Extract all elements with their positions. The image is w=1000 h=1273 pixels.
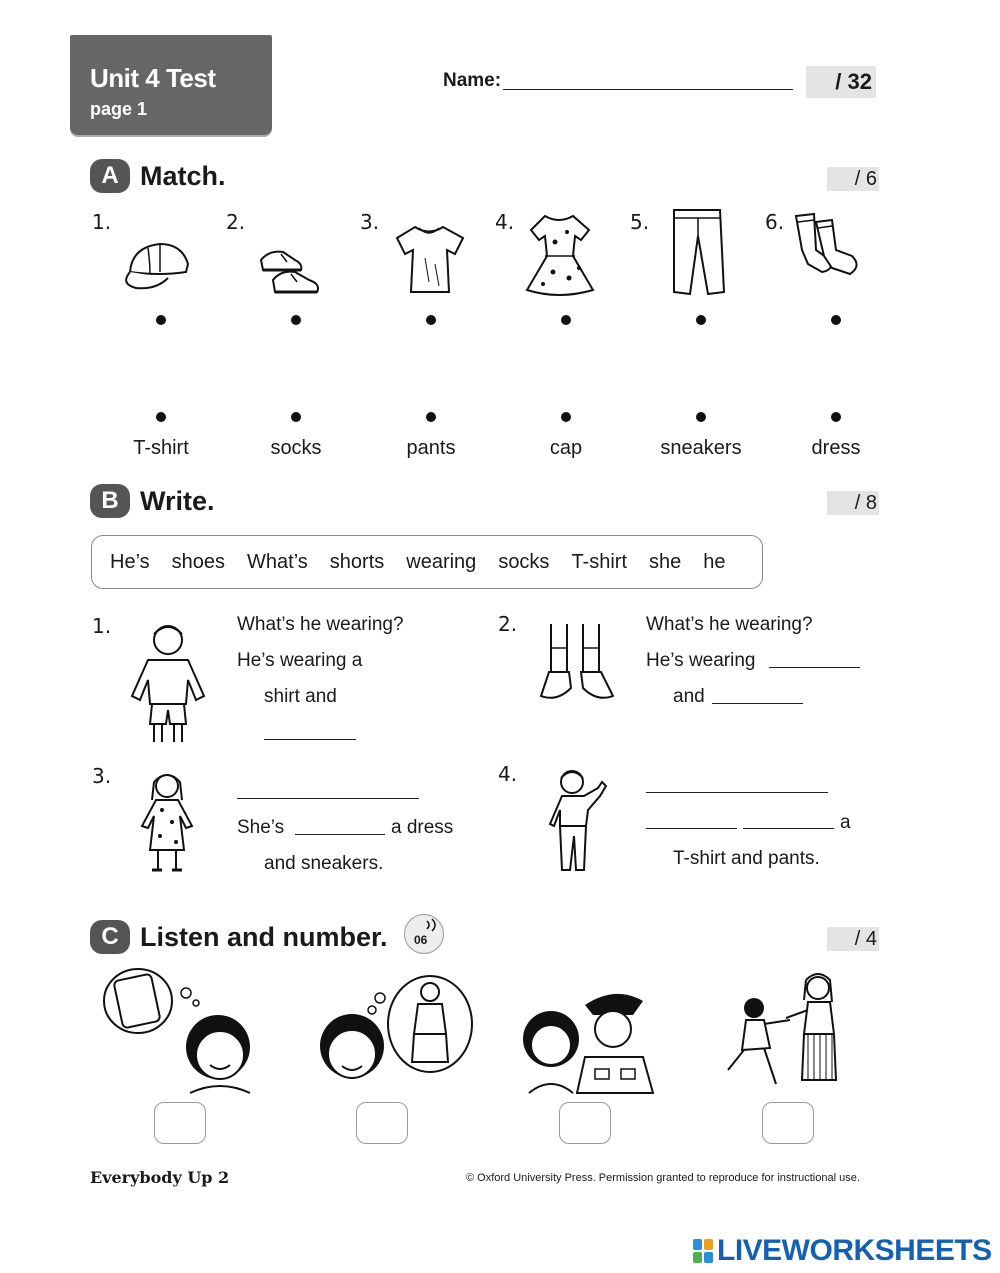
q4-line3: T-shirt and pants. (673, 848, 820, 869)
answer-box[interactable] (559, 1102, 611, 1144)
cap-icon (120, 232, 195, 297)
girl-dress-icon (136, 770, 198, 878)
total-score: / 32 (806, 66, 876, 98)
answer-box[interactable] (154, 1102, 206, 1144)
q1-line3: shirt and (264, 686, 337, 707)
girl-and-police-officer-icon (515, 985, 665, 1095)
unit-header-box (70, 35, 272, 135)
word-bank-item: He’s (110, 550, 150, 573)
q2-blank-2[interactable] (712, 702, 803, 704)
copyright-notice: © Oxford University Press. Permission granted to reproduce for instructional use. (466, 1172, 860, 1184)
answer-box[interactable] (762, 1102, 814, 1144)
q3-blank-1[interactable] (237, 797, 419, 799)
item-number: 1. (92, 210, 112, 234)
match-word: T-shirt (133, 437, 189, 459)
tshirt-icon (395, 222, 465, 297)
section-b-badge: B (90, 484, 130, 518)
socks-shoes-icon (537, 622, 617, 704)
match-dot-top[interactable] (291, 315, 301, 325)
q2-line2: He’s wearing (646, 650, 756, 671)
q1-blank[interactable] (264, 738, 356, 740)
q2-blank-1[interactable] (769, 666, 860, 668)
book-title: Everybody Up 2 (90, 1168, 230, 1187)
q3-line2b: a dress (391, 817, 454, 838)
match-word: cap (549, 437, 583, 459)
section-c-score: / 4 (827, 927, 879, 951)
q2-line1: What’s he wearing? (646, 614, 813, 635)
q3-blank-2[interactable] (295, 833, 385, 835)
item-number: 4. (495, 210, 515, 234)
pants-icon (668, 206, 730, 298)
word-bank-item: wearing (406, 550, 477, 573)
question-number: 2. (498, 612, 518, 636)
boy-shorts-icon (128, 620, 210, 745)
item-number: 3. (360, 210, 380, 234)
word-bank-item: shoes (171, 550, 226, 573)
section-a-score: / 6 (827, 167, 879, 191)
q3-line3: and sneakers. (264, 853, 384, 874)
match-word: socks (270, 437, 322, 459)
q3-line2a: She’s (237, 817, 285, 838)
q4-line2: a (840, 812, 851, 833)
match-dot-top[interactable] (696, 315, 706, 325)
match-dot-top[interactable] (561, 315, 571, 325)
liveworksheets-logo[interactable] (693, 1234, 992, 1268)
match-dot-top[interactable] (831, 315, 841, 325)
boy-tshirt-pants-icon (550, 766, 632, 876)
q4-blank-1[interactable] (646, 791, 828, 793)
match-word: pants (406, 437, 456, 459)
q2-line3: and (673, 686, 705, 707)
liveworksheets-icon (693, 1239, 713, 1263)
unit-subtitle: page 1 (90, 99, 148, 119)
section-a-badge: A (90, 159, 130, 193)
section-c-badge: C (90, 920, 130, 954)
liveworksheets-brand: LIVEWORKSHEETS (717, 1234, 992, 1267)
match-dot-bottom[interactable] (156, 412, 166, 422)
match-dot-bottom[interactable] (561, 412, 571, 422)
audio-track-number: 06 (414, 933, 428, 947)
match-dot-top[interactable] (156, 315, 166, 325)
sound-waves-icon (423, 917, 443, 933)
match-dot-bottom[interactable] (426, 412, 436, 422)
item-number: 6. (765, 210, 785, 234)
sneakers-icon (255, 240, 335, 300)
question-number: 4. (498, 762, 518, 786)
section-b-score: / 8 (827, 491, 879, 515)
unit-title: Unit 4 Test (90, 63, 216, 93)
boy-running-to-mother-icon (720, 972, 840, 1092)
audio-track-icon[interactable] (404, 914, 444, 954)
match-dot-bottom[interactable] (291, 412, 301, 422)
word-bank-item: What’s (247, 550, 308, 573)
word-bank-item: socks (498, 550, 550, 573)
name-label: Name: (443, 70, 502, 91)
q1-line2: He’s wearing a (237, 650, 363, 671)
match-word: dress (811, 437, 861, 459)
word-bank-item: he (703, 550, 726, 573)
match-dot-top[interactable] (426, 315, 436, 325)
word-bank-item: shorts (329, 550, 385, 573)
item-number: 2. (226, 210, 246, 234)
item-number: 5. (630, 210, 650, 234)
section-a-title: Match. (140, 161, 226, 191)
q4-blank-3[interactable] (743, 827, 834, 829)
q4-blank-2[interactable] (646, 827, 737, 829)
match-dot-bottom[interactable] (831, 412, 841, 422)
question-number: 3. (92, 764, 112, 788)
girl-thinking-woman-icon (310, 970, 480, 1095)
match-dot-bottom[interactable] (696, 412, 706, 422)
girl-thinking-phone-icon (100, 965, 265, 1095)
section-c-title: Listen and number. (140, 922, 388, 952)
word-bank (91, 535, 763, 589)
answer-box[interactable] (356, 1102, 408, 1144)
word-bank-item: she (649, 550, 682, 573)
question-number: 1. (92, 614, 112, 638)
section-b-title: Write. (140, 486, 215, 516)
dress-icon (523, 212, 598, 300)
name-input-line[interactable] (503, 89, 793, 90)
q1-line1: What’s he wearing? (237, 614, 404, 635)
word-bank-item: T-shirt (571, 550, 627, 573)
socks-icon (790, 210, 870, 280)
match-word: sneakers (660, 437, 742, 459)
